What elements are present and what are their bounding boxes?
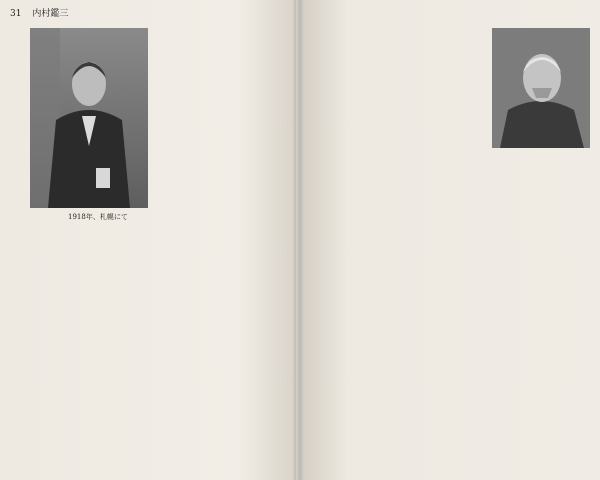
text-column: [206, 28, 218, 468]
page-header: [10, 6, 68, 19]
text-column: [520, 156, 532, 468]
left-page: [0, 0, 296, 480]
text-column: [52, 232, 64, 468]
text-column: [324, 28, 336, 468]
text-column: [136, 232, 148, 468]
portrait-photo: [30, 28, 148, 208]
text-column: [548, 156, 560, 468]
text-column: [268, 28, 280, 468]
text-column: [150, 232, 162, 468]
photo-caption: 1918年、札幌にて: [68, 213, 128, 221]
text-column: [478, 156, 490, 468]
text-column: [394, 28, 406, 468]
text-column: [576, 156, 588, 468]
text-column: [254, 28, 266, 468]
text-column: [192, 28, 204, 468]
text-column: [366, 28, 378, 468]
text-column: [66, 232, 78, 468]
text-column: [422, 28, 434, 468]
text-column: [240, 28, 252, 468]
text-column: [38, 232, 50, 468]
page-header: [514, 6, 524, 16]
text-column: [492, 156, 504, 468]
text-column: [534, 156, 546, 468]
text-column: [10, 232, 22, 468]
text-column: [408, 28, 420, 468]
text-column: [506, 156, 518, 468]
text-column: [338, 28, 350, 468]
text-column: [122, 232, 134, 468]
text-column: [80, 232, 92, 468]
text-column: [94, 232, 106, 468]
text-column: [352, 28, 364, 468]
section-heading: [178, 232, 190, 468]
page-number: 31: [10, 9, 22, 19]
text-column: [108, 232, 120, 468]
text-column: [380, 28, 392, 468]
text-column: [464, 28, 476, 468]
portrait-photo: [492, 28, 590, 148]
text-column: [436, 28, 448, 468]
portrait-image: [492, 28, 590, 148]
text-column: [24, 232, 36, 468]
portrait-image: [30, 28, 148, 208]
running-title: 内村鑑三: [32, 9, 69, 19]
text-column: [164, 232, 176, 468]
text-column: [450, 28, 462, 468]
right-page: [304, 0, 600, 480]
text-column: [562, 156, 574, 468]
